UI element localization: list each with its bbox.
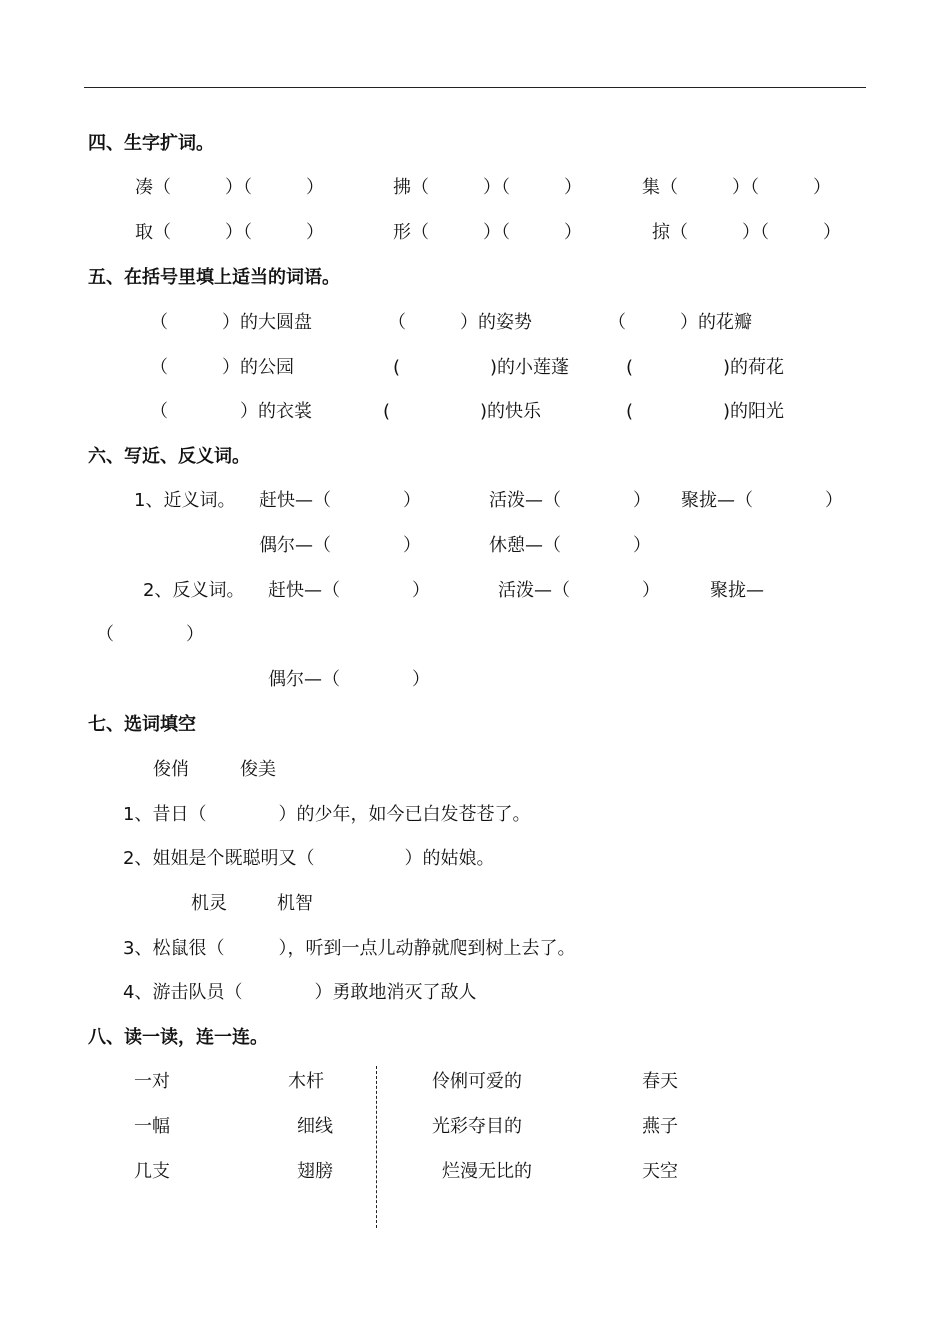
section-7-title: 七、选词填空 <box>88 714 196 735</box>
antonym-item: 偶尔—（ ） <box>268 669 430 690</box>
fill-phrase: ( )的荷花 <box>626 357 785 378</box>
match-left-target: 细线 <box>297 1116 333 1137</box>
section-8-title: 八、读一读，连一连。 <box>88 1027 268 1048</box>
synonym-label: 1、近义词。 <box>134 490 236 511</box>
fill-phrase: ( )的小莲蓬 <box>393 357 570 378</box>
match-left-item: 一幅 <box>134 1116 170 1137</box>
section-4-title: 四、生字扩词。 <box>88 133 214 154</box>
match-right-item: 烂漫无比的 <box>442 1161 532 1182</box>
antonym-label: 2、反义词。 <box>143 580 245 601</box>
word-choice: 俊美 <box>240 759 276 780</box>
synonym-item: 赶快—（ ） <box>259 490 421 511</box>
dashed-divider <box>376 1066 377 1228</box>
match-right-target: 春天 <box>642 1071 678 1092</box>
synonym-item: 聚拢—（ ） <box>681 490 843 511</box>
match-right-item: 伶俐可爱的 <box>432 1071 522 1092</box>
antonym-item: 赶快—（ ） <box>268 580 430 601</box>
antonym-wrap: （ ） <box>96 624 204 645</box>
synonym-item: 偶尔—（ ） <box>259 535 421 556</box>
header-rule <box>84 87 866 88</box>
expand-item-ji: 集（ ）（ ） <box>642 177 831 198</box>
fill-phrase: ( )的快乐 <box>383 401 542 422</box>
match-right-target: 天空 <box>642 1161 678 1182</box>
fill-phrase: （ ）的衣裳 <box>150 401 312 422</box>
antonym-item: 活泼—（ ） <box>498 580 660 601</box>
match-left-target: 木杆 <box>288 1071 324 1092</box>
match-right-item: 光彩夺目的 <box>432 1116 522 1137</box>
section-6-title: 六、写近、反义词。 <box>88 446 250 467</box>
expand-item-lue: 掠（ ）（ ） <box>652 222 841 243</box>
word-choice: 机智 <box>277 893 313 914</box>
fill-phrase: （ ）的花瓣 <box>608 312 752 333</box>
word-choice: 机灵 <box>191 893 227 914</box>
question-2: 2、姐姐是个既聪明又（ ）的姑娘。 <box>123 848 495 869</box>
fill-phrase: （ ）的姿势 <box>388 312 532 333</box>
question-3: 3、松鼠很（ ），听到一点儿动静就爬到树上去了。 <box>123 938 576 959</box>
match-right-target: 燕子 <box>642 1116 678 1137</box>
question-4: 4、游击队员（ ）勇敢地消灭了敌人 <box>123 982 477 1003</box>
expand-item-cou: 凑（ ）（ ） <box>135 177 324 198</box>
synonym-item: 活泼—（ ） <box>489 490 651 511</box>
expand-item-qu: 取（ ）（ ） <box>135 222 324 243</box>
fill-phrase: ( )的阳光 <box>626 401 785 422</box>
word-choice: 俊俏 <box>153 759 189 780</box>
antonym-item: 聚拢— <box>710 580 764 601</box>
match-left-target: 翅膀 <box>297 1161 333 1182</box>
fill-phrase: （ ）的公园 <box>150 357 294 378</box>
expand-item-xing: 形（ ）（ ） <box>393 222 582 243</box>
expand-item-fu: 拂（ ）（ ） <box>393 177 582 198</box>
synonym-item: 休憩—（ ） <box>489 535 651 556</box>
question-1: 1、昔日（ ）的少年，如今已白发苍苍了。 <box>123 804 531 825</box>
match-left-item: 一对 <box>134 1071 170 1092</box>
match-left-item: 几支 <box>134 1161 170 1182</box>
section-5-title: 五、在括号里填上适当的词语。 <box>88 267 340 288</box>
fill-phrase: （ ）的大圆盘 <box>150 312 312 333</box>
